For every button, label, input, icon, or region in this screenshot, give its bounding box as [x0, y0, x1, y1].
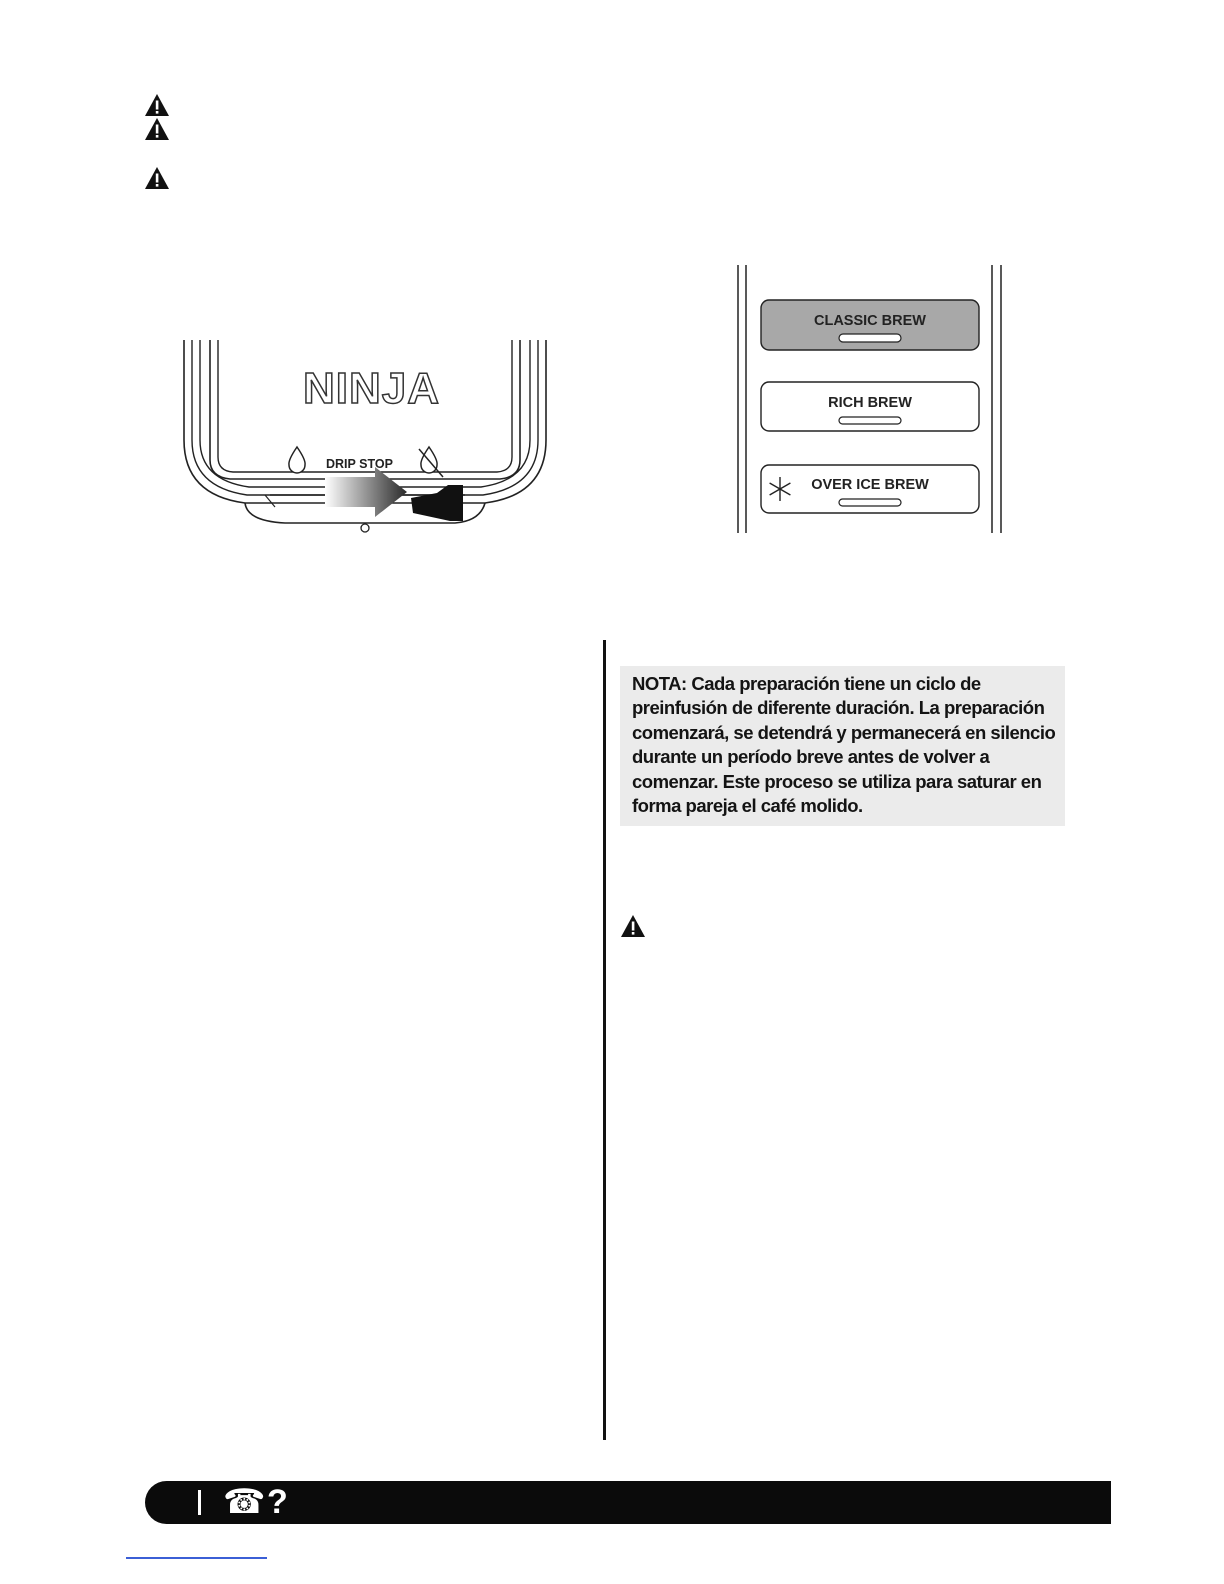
rich-brew-button[interactable]	[761, 382, 979, 431]
slide-arrow	[325, 467, 407, 517]
brew-panel-illustration	[735, 265, 1010, 537]
drip-stop-lever	[411, 485, 463, 521]
footer-separator	[198, 1490, 201, 1515]
svg-text:CLASSIC BREW: CLASSIC BREW	[814, 313, 926, 329]
column-divider	[603, 640, 606, 1440]
note-line: NOTA: Cada preparación tiene un ciclo de	[632, 673, 981, 694]
warning-icon	[144, 93, 170, 117]
over-ice-brew-button[interactable]	[761, 465, 979, 513]
link-underline[interactable]	[126, 1557, 267, 1559]
svg-text:OVER ICE BREW: OVER ICE BREW	[811, 477, 929, 493]
phone-icon: ☎	[223, 1482, 266, 1522]
svg-text:RICH BREW: RICH BREW	[828, 395, 912, 411]
note-line: comenzará, se detendrá y permanecerá en silencio	[632, 721, 1056, 743]
note-box	[620, 666, 1065, 826]
drip-stop-illustration	[175, 335, 560, 535]
help-icon: ?	[267, 1483, 288, 1521]
warning-icon	[620, 914, 646, 938]
note-line: comenzar. Este proceso se utiliza para saturar en	[632, 770, 1042, 792]
drop-icon	[289, 447, 305, 473]
warning-icon	[144, 117, 170, 141]
note-line: preinfusión de diferente duración. La preparación	[632, 697, 1045, 719]
warning-icon	[144, 166, 170, 190]
footer-bar	[145, 1481, 1111, 1524]
classic-brew-button[interactable]	[761, 300, 979, 350]
note-line: forma pareja el café molido.	[632, 795, 863, 817]
drip-stop-label: DRIP STOP	[326, 457, 393, 471]
brand-logo: NINJA	[303, 364, 441, 413]
note-line: durante un período breve antes de volver a	[632, 746, 990, 768]
